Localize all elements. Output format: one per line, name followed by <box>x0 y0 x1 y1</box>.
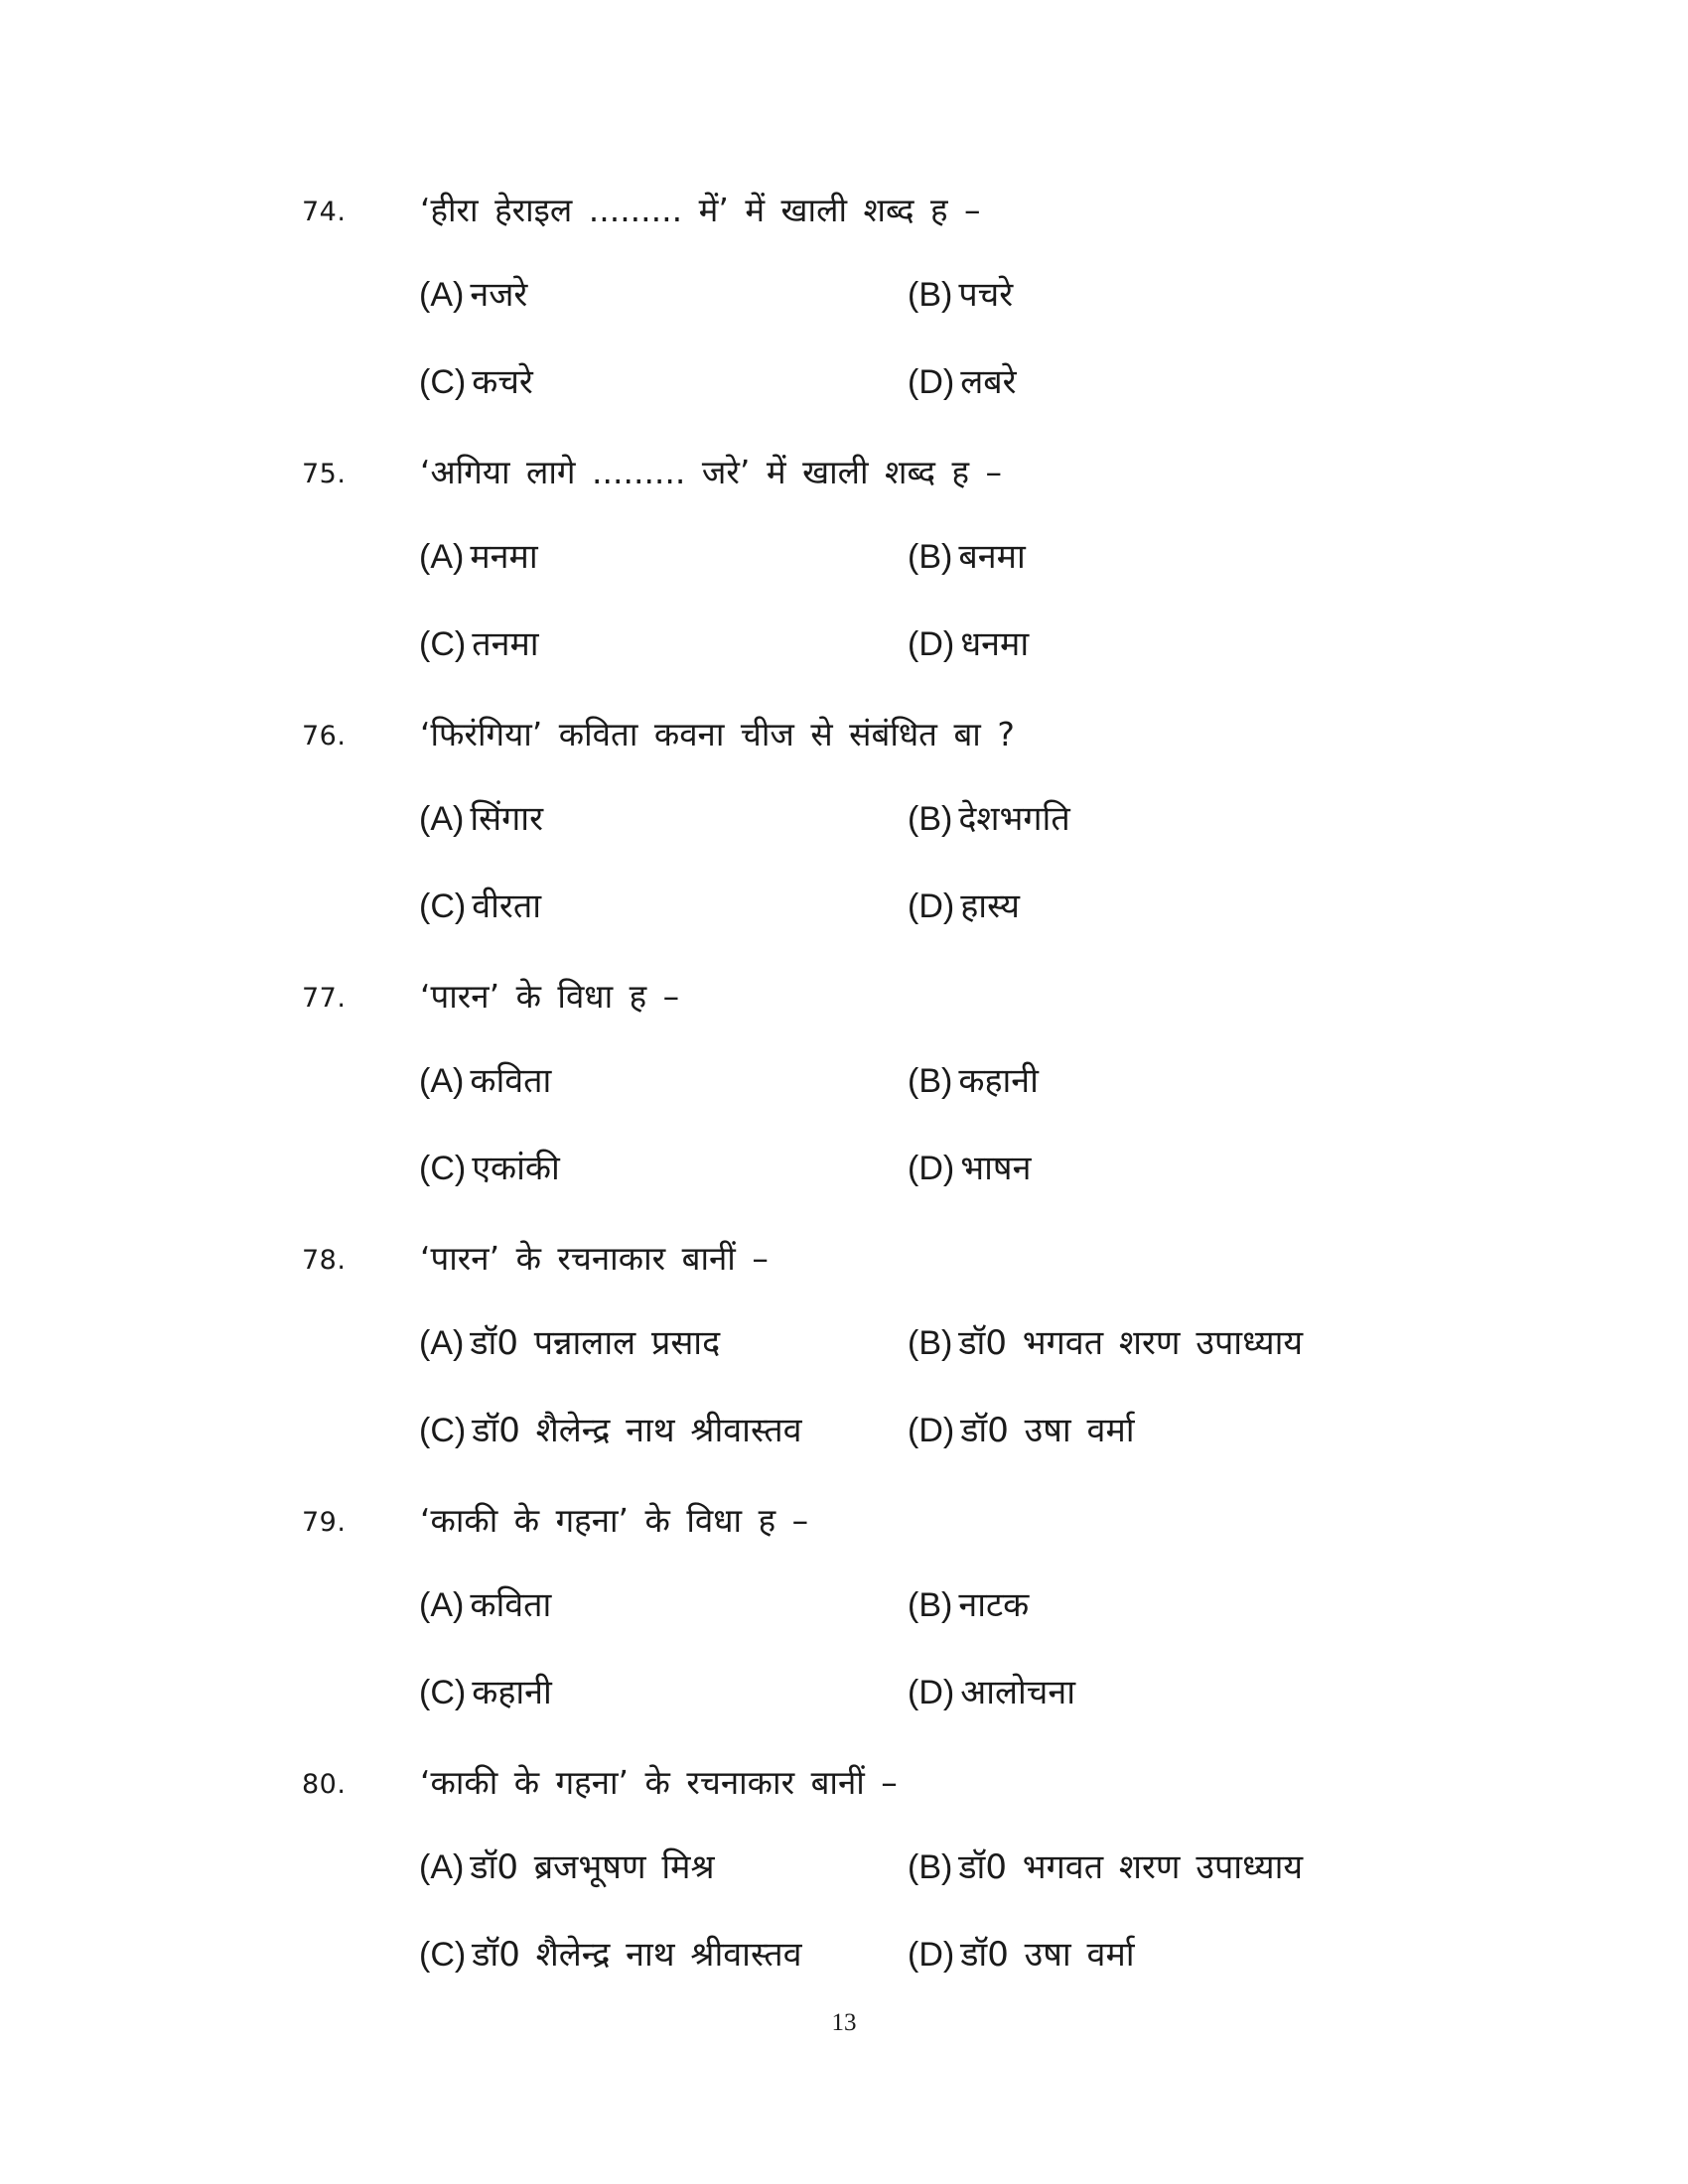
option-letter: (D) <box>908 887 955 925</box>
option-letter: (B) <box>908 1062 953 1100</box>
option-text: देशभगति <box>958 799 1070 839</box>
question-79 <box>0 1497 1688 1759</box>
option-c <box>419 1930 802 1976</box>
option-text: डॉ0 भगवत शरण उपाध्याय <box>958 1323 1304 1363</box>
option-text: डॉ0 उषा वर्मा <box>960 1411 1135 1450</box>
option-letter: (B) <box>908 276 953 314</box>
option-text: वीरता <box>472 887 542 926</box>
option-b <box>908 1580 1029 1626</box>
option-c <box>419 1144 560 1189</box>
page-number: 13 <box>831 2009 857 2036</box>
option-text: डॉ0 शैलेन्द्र नाथ श्रीवास्तव <box>472 1935 802 1975</box>
option-text: कविता <box>470 1061 552 1101</box>
option-letter: (D) <box>908 1412 955 1449</box>
option-c <box>419 882 541 927</box>
question-text: ‘फिरंगिया’ कविता कवना चीज से संबंधित बा ? <box>420 715 1015 753</box>
option-letter: (A) <box>419 1324 465 1362</box>
question-text: ‘अगिया लागे ......... जरे’ में खाली शब्द ह – <box>420 453 1002 491</box>
option-text: सिंगार <box>470 799 543 839</box>
option-b <box>908 1318 1303 1364</box>
question-number: 80. <box>302 1769 347 1800</box>
option-text: मनमा <box>470 537 538 577</box>
question-number: 79. <box>302 1507 347 1538</box>
option-text: कचरे <box>472 362 533 402</box>
option-text: पचरे <box>958 275 1014 315</box>
option-letter: (A) <box>419 1848 465 1886</box>
question-text: ‘पारन’ के विधा ह – <box>420 977 680 1016</box>
option-a <box>419 1843 715 1888</box>
option-a <box>419 794 543 840</box>
option-letter: (A) <box>419 1062 465 1100</box>
question-line <box>0 1235 1688 1295</box>
option-text: कविता <box>470 1585 552 1625</box>
option-d <box>908 619 1029 665</box>
option-letter: (D) <box>908 625 955 663</box>
question-74 <box>0 187 1688 449</box>
option-letter: (A) <box>419 276 465 314</box>
question-line <box>0 187 1688 246</box>
option-b <box>908 270 1013 316</box>
option-c <box>419 619 539 665</box>
option-letter: (C) <box>419 1936 467 1974</box>
question-number: 74. <box>302 197 347 227</box>
question-number: 75. <box>302 459 347 489</box>
option-letter: (B) <box>908 1586 953 1624</box>
option-a <box>419 1056 551 1102</box>
option-b <box>908 1843 1303 1888</box>
option-text: लबरे <box>960 362 1017 402</box>
option-text: धनमा <box>960 624 1030 664</box>
option-c <box>419 1406 802 1451</box>
question-number: 78. <box>302 1245 347 1276</box>
option-d <box>908 357 1017 403</box>
question-78 <box>0 1235 1688 1497</box>
option-letter: (C) <box>419 1674 467 1711</box>
option-letter: (B) <box>908 1324 953 1362</box>
option-letter: (B) <box>908 538 953 576</box>
option-text: बनमा <box>958 537 1026 577</box>
option-letter: (C) <box>419 1150 467 1187</box>
question-line <box>0 1497 1688 1557</box>
option-text: आलोचना <box>960 1673 1076 1712</box>
question-text: ‘काकी के गहना’ के रचनाकार बानीं – <box>420 1763 898 1802</box>
question-text: ‘काकी के गहना’ के विधा ह – <box>420 1501 809 1540</box>
option-text: भाषन <box>960 1149 1032 1188</box>
question-number: 77. <box>302 983 347 1014</box>
question-80 <box>0 1759 1688 2021</box>
question-line <box>0 711 1688 770</box>
option-text: डॉ0 शैलेन्द्र नाथ श्रीवास्तव <box>472 1411 802 1450</box>
option-letter: (A) <box>419 800 465 838</box>
option-d <box>908 1930 1135 1976</box>
option-letter: (C) <box>419 363 467 401</box>
option-d <box>908 1406 1135 1451</box>
option-letter: (C) <box>419 625 467 663</box>
option-text: डॉ0 उषा वर्मा <box>960 1935 1135 1975</box>
option-text: तनमा <box>472 624 539 664</box>
option-d <box>908 1668 1075 1713</box>
option-letter: (C) <box>419 887 467 925</box>
option-b <box>908 794 1070 840</box>
question-line <box>0 1759 1688 1819</box>
option-letter: (C) <box>419 1412 467 1449</box>
option-d <box>908 882 1020 927</box>
option-d <box>908 1144 1031 1189</box>
option-text: कहानी <box>472 1673 552 1712</box>
option-a <box>419 1318 720 1364</box>
option-letter: (A) <box>419 538 465 576</box>
question-text: ‘पारन’ के रचनाकार बानीं – <box>420 1239 769 1278</box>
option-text: नाटक <box>958 1585 1030 1625</box>
question-77 <box>0 973 1688 1235</box>
option-b <box>908 532 1026 578</box>
option-b <box>908 1056 1039 1102</box>
option-a <box>419 532 538 578</box>
question-line <box>0 449 1688 508</box>
option-text: डॉ0 पन्नालाल प्रसाद <box>470 1323 721 1363</box>
option-text: डॉ0 ब्रजभूषण मिश्र <box>470 1847 715 1887</box>
option-c <box>419 357 533 403</box>
option-c <box>419 1668 552 1713</box>
option-letter: (D) <box>908 363 955 401</box>
option-a <box>419 270 527 316</box>
option-text: हास्य <box>960 887 1021 926</box>
option-letter: (D) <box>908 1674 955 1711</box>
option-letter: (B) <box>908 800 953 838</box>
question-76 <box>0 711 1688 973</box>
option-letter: (B) <box>908 1848 953 1886</box>
option-letter: (A) <box>419 1586 465 1624</box>
option-letter: (D) <box>908 1150 955 1187</box>
option-a <box>419 1580 551 1626</box>
option-text: कहानी <box>958 1061 1039 1101</box>
option-text: डॉ0 भगवत शरण उपाध्याय <box>958 1847 1304 1887</box>
question-text: ‘हीरा हेराइल ......... में’ में खाली शब्द ह – <box>420 191 981 229</box>
option-text: एकांकी <box>472 1149 560 1188</box>
question-number: 76. <box>302 721 347 751</box>
question-line <box>0 973 1688 1032</box>
option-letter: (D) <box>908 1936 955 1974</box>
question-75 <box>0 449 1688 711</box>
option-text: नजरे <box>470 275 528 315</box>
